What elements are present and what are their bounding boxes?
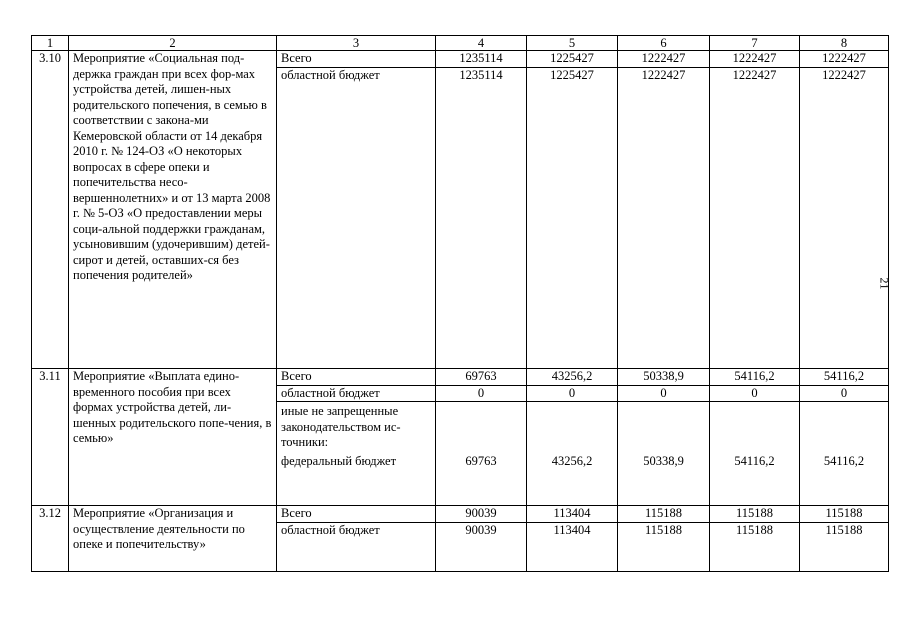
value-cell (436, 51, 527, 369)
header-cell: 3 (277, 36, 436, 51)
funding-sources (277, 506, 436, 572)
source-label: Всего (281, 506, 312, 520)
value-cell (527, 506, 618, 572)
table-row (32, 51, 889, 369)
value: 1225427 (527, 67, 617, 84)
value: 1222427 (800, 67, 888, 84)
measure-name: Мероприятие «Организация и осуществление деятельности по опеке и попечительству» (69, 506, 277, 572)
budget-table (31, 35, 889, 572)
measure-name: Мероприятие «Социальная под-держка граждан при всех фор-мах устройства детей, лишен-ных родительского попечения, в семью в соответствии с закона-ми Кемеровской области от 14 декабря 2010 г. № 124-ОЗ «О некоторых вопросах в сфере опеки и попечительства несо-вершеннолетних» и от 13 марта 2008 г. № 5-ОЗ «О предоставлении меры соци-альной поддержки гражданам, усыновившим (удочерившим) детей-сирот и детей, оставших-ся без попечения родителей» (69, 51, 277, 369)
value: 69763 (465, 454, 497, 468)
row-number: 3.12 (32, 506, 69, 572)
value-cell (618, 506, 710, 572)
value-cell (800, 51, 889, 369)
value: 1222427 (710, 67, 799, 84)
value-cell (618, 51, 710, 369)
value-cell (436, 369, 527, 506)
header-row (32, 36, 889, 51)
source-label: федеральный бюджет (281, 454, 397, 468)
value: 0 (800, 385, 888, 402)
value-cell (436, 506, 527, 572)
value: 54116,2 (823, 369, 865, 383)
header-cell: 1 (32, 36, 69, 51)
value-cell (527, 369, 618, 506)
value: 115188 (735, 506, 774, 520)
value: 1222427 (641, 51, 686, 65)
header-cell: 4 (436, 36, 527, 51)
value: 115188 (825, 506, 863, 520)
value: 50338,9 (643, 369, 684, 383)
value-cell (800, 369, 889, 506)
table-row (32, 369, 889, 506)
value: 54116,2 (734, 369, 775, 383)
value-cell (618, 369, 710, 506)
source-label: Всего (281, 369, 312, 383)
value: 54116,2 (823, 454, 865, 468)
value: 1225427 (550, 51, 594, 65)
value-cell (710, 369, 800, 506)
value: 0 (436, 385, 526, 402)
value: 1222427 (732, 51, 777, 65)
value: 115188 (644, 506, 683, 520)
source-label: Всего (281, 51, 312, 65)
value: 90039 (465, 506, 497, 520)
header-cell: 7 (710, 36, 800, 51)
value: 113404 (553, 506, 591, 520)
source-label: областной бюджет (277, 385, 435, 402)
header-cell: 8 (800, 36, 889, 51)
value: 69763 (465, 369, 497, 383)
value: 0 (710, 385, 799, 402)
value-cell (527, 51, 618, 369)
measure-name: Мероприятие «Выплата едино-временного пособия при всех формах устройства детей, ли-шенных родительского попе-чения, в семью» (69, 369, 277, 506)
value: 1222427 (822, 51, 866, 65)
value: 54116,2 (734, 454, 775, 468)
value: 115188 (800, 522, 888, 539)
value: 115188 (710, 522, 799, 539)
value: 90039 (436, 522, 526, 539)
source-label: областной бюджет (277, 522, 435, 539)
table-row (32, 506, 889, 572)
value-cell (710, 506, 800, 572)
value: 1222427 (618, 67, 709, 84)
value: 43256,2 (551, 369, 593, 383)
header-cell: 5 (527, 36, 618, 51)
source-label: иные не запрещенные законодательством ис-точники: (277, 401, 435, 454)
value: 0 (618, 385, 709, 402)
header-cell: 2 (69, 36, 277, 51)
value-cell (710, 51, 800, 369)
value: 115188 (618, 522, 709, 539)
value-cell (800, 506, 889, 572)
value: 1235114 (459, 51, 503, 65)
funding-sources (277, 369, 436, 506)
funding-sources (277, 51, 436, 369)
value: 1235114 (436, 67, 526, 84)
source-label: областной бюджет (277, 67, 435, 84)
value: 43256,2 (551, 454, 593, 468)
value: 50338,9 (643, 454, 684, 468)
row-number: 3.11 (32, 369, 69, 506)
value: 0 (527, 385, 617, 402)
value: 113404 (527, 522, 617, 539)
page-number: 21 (877, 277, 892, 290)
header-cell: 6 (618, 36, 710, 51)
row-number: 3.10 (32, 51, 69, 369)
